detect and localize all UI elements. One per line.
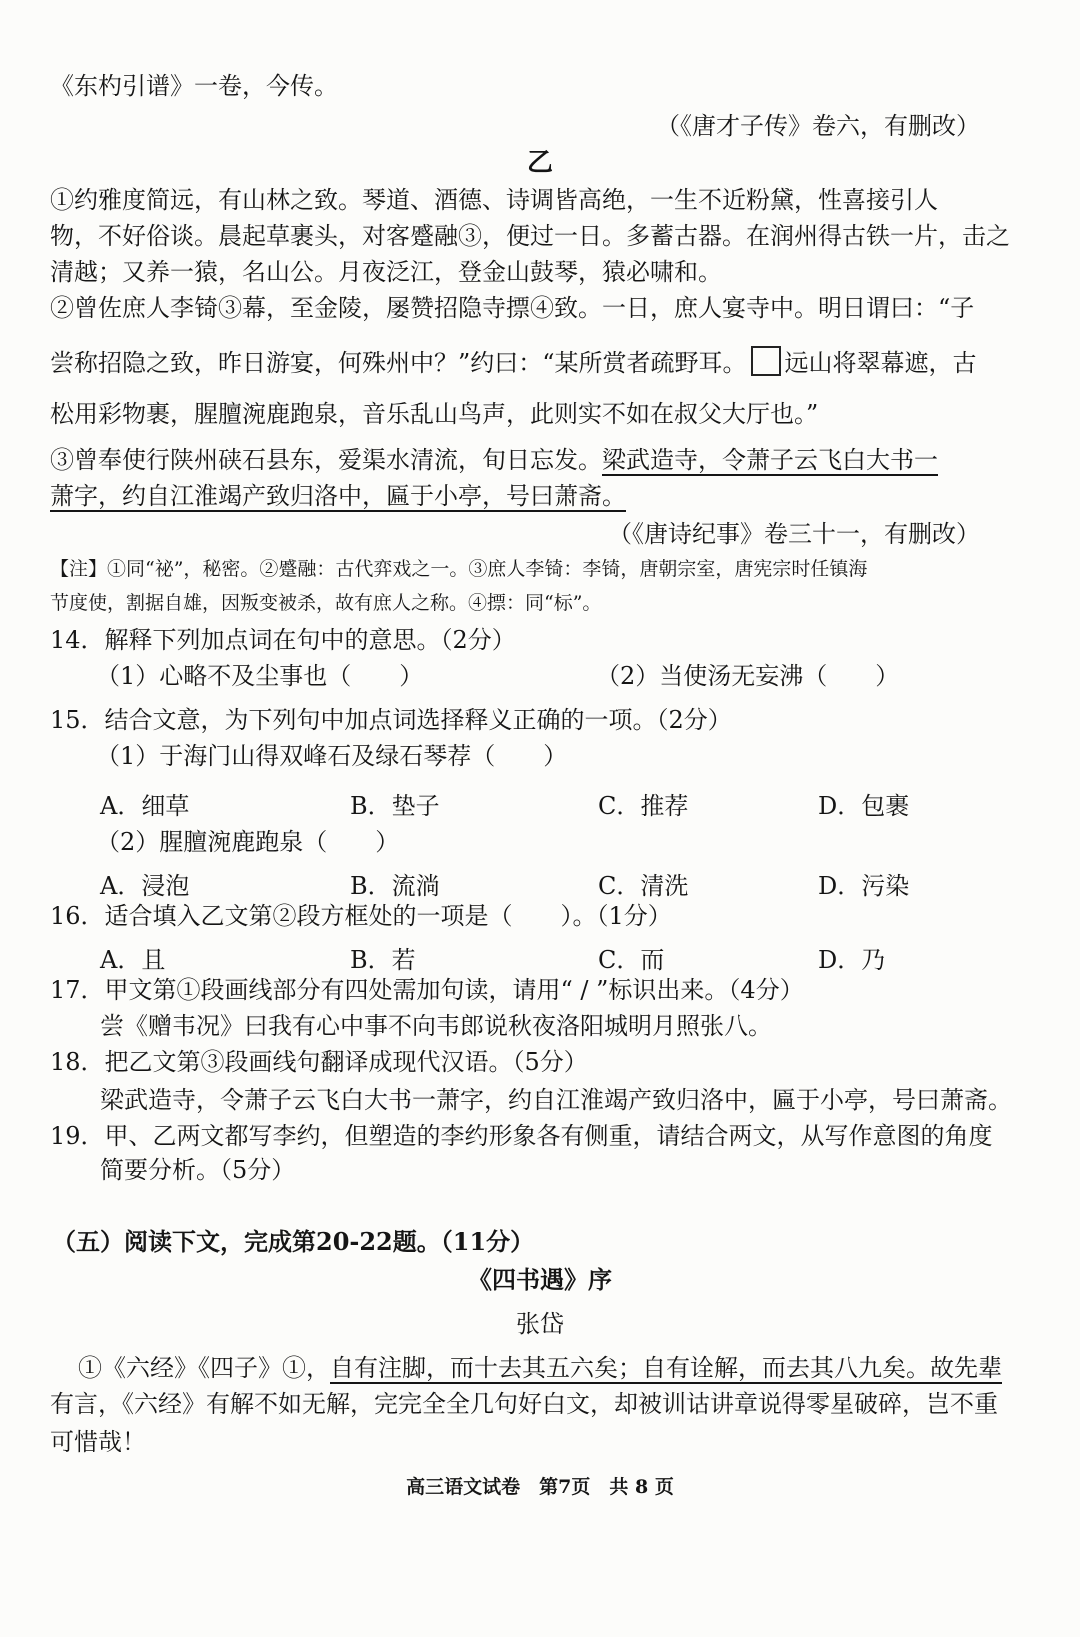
yi-p3-line-1 (50, 446, 938, 475)
question-15-2: （2）腥膻涴鹿跑泉（ ） (96, 828, 400, 856)
yi-p2-line-2-b: 远山将翠幕遮，古 (784, 349, 977, 377)
question-17: 17．甲文第①段画线部分有四处需加句读，请用“ / ”标识出来。（4分） (50, 976, 804, 1004)
jia-source: （《唐才子传》卷六，有删改） (656, 112, 980, 140)
question-17-text: 尝《赠韦况》曰我有心中事不向韦郎说秋夜洛阳城明月照张八。 (100, 1012, 772, 1040)
q15-1-option-a: A．细草 (100, 792, 190, 820)
page-footer: 高三语文试卷 第7页 共 8 页 (406, 1476, 674, 1498)
question-14-2: （2）当使汤无妄沸（ ） (596, 662, 900, 690)
yi-p3-line-1-a: ③曾奉使行陕州硖石县东，爱渠水清流，旬日忘发。 (50, 446, 602, 474)
section-5-p1-underlined: 自有注脚，而十去其五六矣；自有诠解，而去其八九矣。 (330, 1354, 930, 1382)
yi-note-line-1: 【注】①同“祕”，秘密。②蹙融：古代弈戏之一。③庶人李锜：李锜，唐朝宗室，唐宪宗时任镇海 (50, 558, 868, 580)
yi-heading: 乙 (526, 148, 553, 178)
q15-2-option-d: D．污染 (818, 872, 910, 900)
question-18: 18．把乙文第③段画线句翻译成现代汉语。（5分） (50, 1048, 588, 1076)
yi-p1-line-1: ①约雅度简远，有山林之致。琴道、酒德、诗调皆高绝，一生不近粉黛，性喜接引人 (50, 186, 938, 214)
yi-p2-line-2-a: 尝称招隐之致，昨日游宴，何殊州中？”约曰：“某所赏者疏野耳。 (50, 349, 747, 377)
section-5-p1-c: 故先辈 (930, 1354, 1002, 1382)
yi-source: （《唐诗纪事》卷三十一，有删改） (608, 520, 980, 548)
q16-option-b: B．若 (350, 946, 416, 974)
q15-2-option-b: B．流淌 (350, 872, 440, 900)
yi-p2-line-1: ②曾佐庶人李锜③幕，至金陵，屡赞招隐寺摽④致。一日，庶人宴寺中。明日谓曰：“子 (50, 294, 975, 322)
section-5-p1-a: ①《六经》《四子》①， (78, 1354, 330, 1382)
yi-p3-underlined-b: 萧字，约自江淮竭产致归洛中，匾于小亭，号曰萧斋。 (50, 482, 626, 510)
yi-note-line-2: 节度使，割据自雄，因叛变被杀，故有庶人之称。④摽：同“标”。 (50, 592, 602, 614)
yi-p2-line-2 (50, 346, 977, 378)
section-5-author: 张岱 (516, 1310, 564, 1338)
q16-option-d: D．乃 (818, 946, 886, 974)
question-14-1: （1）心略不及尘事也（ ） (96, 662, 424, 690)
section-5-heading: （五）阅读下文，完成第20-22题。（11分） (52, 1227, 535, 1256)
yi-p2-line-3: 松用彩物裹，腥膻涴鹿跑泉，音乐乱山鸟声，此则实不如在叔父大厅也。” (50, 400, 819, 428)
question-16: 16．适合填入乙文第②段方框处的一项是（ ）。（1分） (50, 902, 672, 930)
section-5-title: 《四书遇》序 (468, 1265, 612, 1294)
question-15-1: （1）于海门山得双峰石及绿石琴荐（ ） (96, 742, 568, 770)
yi-p1-line-3: 清越；又养一猿，名山公。月夜泛江，登金山鼓琴，猿必啸和。 (50, 258, 722, 286)
section-5-p1-line-3: 可惜哉！ (50, 1428, 146, 1456)
q15-2-option-a: A．浸泡 (100, 872, 190, 900)
q15-1-option-d: D．包裹 (818, 792, 910, 820)
jia-tail-line: 《东杓引谱》一卷，今传。 (50, 72, 338, 100)
yi-p1-line-2: 物，不好俗谈。晨起草裹头，对客蹙融③，便过一日。多蓄古器。在润州得古铁一片，击之 (50, 222, 1010, 250)
section-5-p1-line-1 (78, 1354, 1002, 1383)
question-15: 15．结合文意，为下列句中加点词选择释义正确的一项。（2分） (50, 706, 732, 734)
question-14: 14．解释下列加点词在句中的意思。（2分） (50, 626, 516, 654)
section-5-p1-line-2: 有言，《六经》有解不如无解，完完全全几句好白文，却被训诂讲章说得零星破碎，岂不重 (50, 1390, 998, 1418)
question-19-line-1: 19．甲、乙两文都写李约，但塑造的李约形象各有侧重，请结合两文，从写作意图的角度 (50, 1122, 993, 1150)
q15-2-option-c: C．清洗 (598, 872, 689, 900)
question-19-line-2: 简要分析。（5分） (100, 1156, 296, 1184)
q16-option-c: C．而 (598, 946, 665, 974)
q15-1-option-b: B．垫子 (350, 792, 440, 820)
question-18-text: 梁武造寺，令萧子云飞白大书一萧字，约自江淮竭产致归洛中，匾于小亭，号曰萧斋。 (100, 1086, 1012, 1114)
fill-in-box (751, 346, 781, 376)
q15-1-option-c: C．推荐 (598, 792, 689, 820)
q16-option-a: A．且 (100, 946, 166, 974)
yi-p3-underlined-a: 梁武造寺，令萧子云飞白大书一 (602, 446, 938, 474)
